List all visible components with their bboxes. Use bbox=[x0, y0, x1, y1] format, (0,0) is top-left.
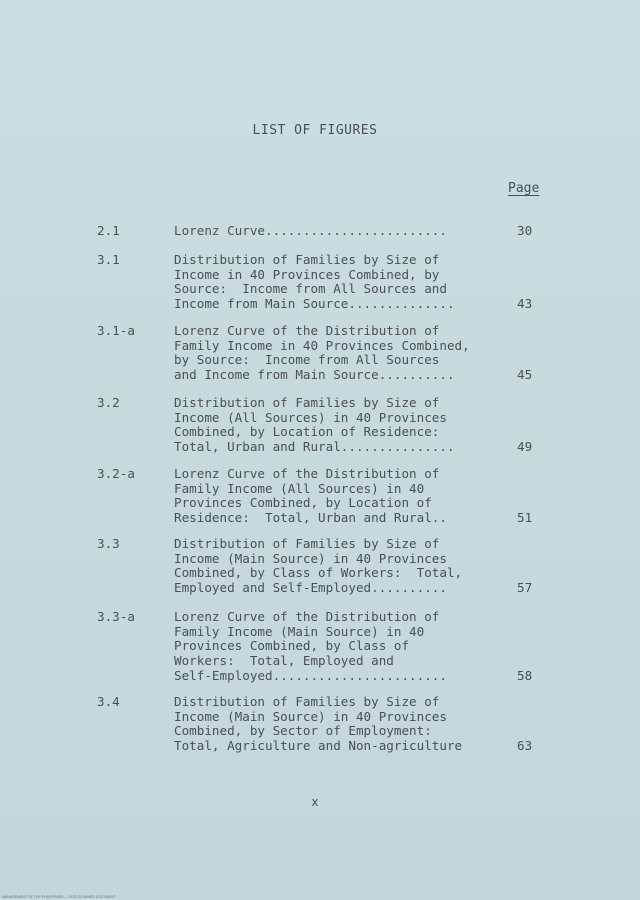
figure-caption-line: Lorenz Curve........................ bbox=[174, 223, 447, 238]
figure-caption-line: Combined, by Location of Residence: bbox=[174, 424, 440, 440]
figure-caption bbox=[174, 224, 514, 239]
figure-caption-line: and Income from Main Source.......... bbox=[174, 367, 455, 383]
figure-number: 3.4 bbox=[97, 694, 120, 709]
figure-caption-line: Distribution of Families by Size of bbox=[174, 536, 440, 551]
figure-caption-line: Total, Urban and Rural............... bbox=[174, 439, 455, 455]
figure-number: 3.1 bbox=[97, 252, 120, 267]
figure-caption bbox=[174, 537, 514, 596]
figure-caption-line: Income in 40 Provinces Combined, by bbox=[174, 266, 440, 282]
figure-caption-line: Income from Main Source.............. bbox=[174, 296, 455, 312]
figure-caption-line: Distribution of Families by Size of bbox=[174, 252, 440, 267]
figure-page-number: 51 bbox=[517, 510, 533, 526]
page-column-header: Page bbox=[508, 181, 540, 196]
figure-caption-line: Lorenz Curve of the Distribution of bbox=[174, 609, 440, 624]
figure-caption-line: Family Income (All Sources) in 40 bbox=[174, 480, 425, 496]
list-title: LIST OF FIGURES bbox=[252, 123, 378, 138]
figure-caption bbox=[174, 396, 514, 455]
figure-caption-line: Lorenz Curve of the Distribution of bbox=[174, 323, 440, 338]
figure-caption-line: Source: Income from All Sources and bbox=[174, 281, 447, 297]
figure-caption-line: Income (Main Source) in 40 Provinces bbox=[174, 708, 447, 724]
scan-footer: MANAGEMENT OF THE PHILIPPINES — OCR-SCANNED DOCUMENT bbox=[2, 895, 117, 899]
figure-caption-line: Self-Employed....................... bbox=[174, 667, 447, 683]
figure-page-number: 57 bbox=[517, 580, 533, 596]
figure-caption-line: Combined, by Sector of Employment: bbox=[174, 723, 432, 739]
figure-page-number: 49 bbox=[517, 439, 533, 455]
figure-caption-line: Combined, by Class of Workers: Total, bbox=[174, 565, 463, 581]
figure-number: 3.2 bbox=[97, 395, 120, 410]
figure-caption-line: Total, Agriculture and Non-agriculture bbox=[174, 738, 463, 754]
figure-caption bbox=[174, 324, 514, 383]
figure-caption-line: Family Income in 40 Provinces Combined, bbox=[174, 337, 470, 353]
figure-caption-line: Distribution of Families by Size of bbox=[174, 395, 440, 410]
figure-caption-line: Residence: Total, Urban and Rural.. bbox=[174, 510, 447, 526]
figure-page-number: 63 bbox=[517, 738, 533, 754]
figure-number: 2.1 bbox=[97, 223, 120, 238]
figure-caption bbox=[174, 610, 514, 684]
figure-page-number: 45 bbox=[517, 367, 533, 383]
figure-caption-line: Provinces Combined, by Class of bbox=[174, 638, 410, 654]
figure-caption bbox=[174, 695, 514, 754]
figure-caption-line: Income (All Sources) in 40 Provinces bbox=[174, 409, 447, 425]
figure-caption bbox=[174, 467, 514, 526]
figure-number: 3.3 bbox=[97, 536, 120, 551]
figure-page-number: 30 bbox=[517, 223, 533, 238]
figure-number: 3.3-a bbox=[97, 609, 135, 624]
figure-page-number: 43 bbox=[517, 296, 533, 312]
figure-caption-line: Lorenz Curve of the Distribution of bbox=[174, 466, 440, 481]
figure-number: 3.2-a bbox=[97, 466, 135, 481]
figure-page-number: 58 bbox=[517, 667, 533, 683]
page-number: x bbox=[311, 795, 319, 809]
figure-caption-line: by Source: Income from All Sources bbox=[174, 352, 440, 368]
figure-caption-line: Distribution of Families by Size of bbox=[174, 694, 440, 709]
figure-caption-line: Workers: Total, Employed and bbox=[174, 653, 394, 669]
figure-caption-line: Income (Main Source) in 40 Provinces bbox=[174, 550, 447, 566]
figure-caption-line: Family Income (Main Source) in 40 bbox=[174, 623, 425, 639]
figure-caption-line: Provinces Combined, by Location of bbox=[174, 495, 432, 511]
figure-caption bbox=[174, 253, 514, 312]
figure-number: 3.1-a bbox=[97, 323, 135, 338]
figure-caption-line: Employed and Self-Employed.......... bbox=[174, 580, 447, 596]
